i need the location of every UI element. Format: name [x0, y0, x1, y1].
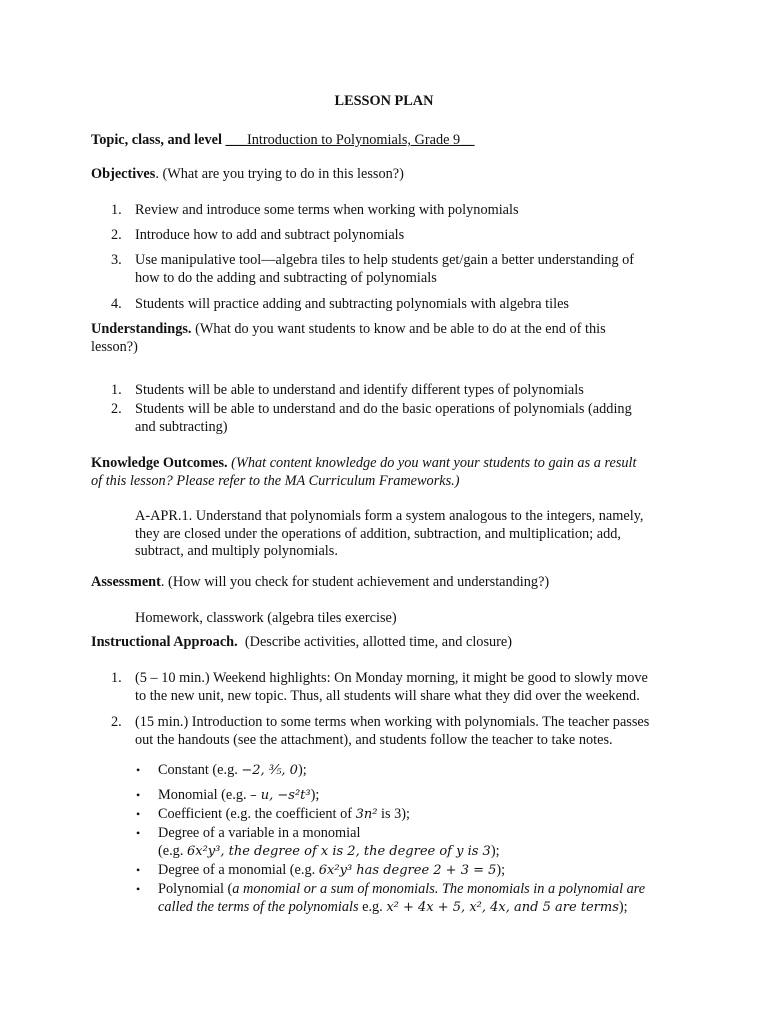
objectives-heading — [91, 165, 404, 183]
knowledge-prompt: (What content knowledge do you want your students to gain as a result — [227, 455, 637, 471]
item-number: 4. — [111, 296, 122, 312]
knowledge-label: Knowledge Outcomes. — [91, 455, 228, 471]
bullet-text: Degree of a variable in a monomial — [158, 825, 361, 841]
item-number: 2. — [111, 401, 122, 417]
bullet-italic-text: a monomial or a sum of monomials. The monomials in a polynomial are — [232, 881, 646, 897]
knowledge-prompt-cont — [91, 472, 460, 490]
bullet-icon: • — [136, 863, 141, 877]
understandings-prompt: (What do you want students to know and be able to do at the end of this — [191, 321, 606, 337]
topic-line — [91, 131, 475, 149]
item-text: (5 – 10 min.) Weekend highlights: On Monday morning, it might be good to slowly move — [135, 670, 648, 686]
bullet-text-end: ); — [496, 862, 506, 878]
item-text: how to do the adding and subtracting of polynomials — [135, 270, 437, 286]
math-expression: 3n² — [355, 807, 378, 822]
bullet-text-end: ); — [490, 843, 500, 859]
understandings-prompt-cont: lesson?) — [91, 339, 138, 355]
bullet-icon: • — [136, 788, 141, 802]
math-expression: 6x²y³ has degree 2 + 3 = 5 — [318, 863, 497, 878]
standard-text: they are closed under the operations of addition, subtraction, and multiplication; add, — [135, 526, 621, 542]
item-text: to the new unit, new topic. Thus, all students will share what they did over the weekend. — [135, 688, 640, 704]
bullet-text: Polynomial ( — [158, 881, 233, 897]
assessment-body: Homework, classwork (algebra tiles exercise) — [135, 610, 397, 626]
math-expression: −2, ³⁄₅, 0 — [241, 763, 298, 778]
bullet-text: Constant (e.g. — [158, 762, 242, 778]
objectives-prompt: . (What are you trying to do in this lesson?) — [155, 166, 404, 182]
bullet-text-end: ); — [297, 762, 307, 778]
knowledge-heading — [91, 454, 636, 472]
approach-prompt: (Describe activities, allotted time, and closure) — [237, 634, 513, 650]
math-expression: 6x²y³, the degree of x is 2, the degree of y is 3 — [186, 844, 491, 859]
knowledge-prompt-text: of this lesson? Please refer to the MA Curriculum Frameworks.) — [91, 473, 460, 489]
bullet-text-end: ); — [310, 787, 320, 803]
item-text: out the handouts (see the attachment), and students follow the teacher to take notes. — [135, 732, 613, 748]
item-text: Students will practice adding and subtracting polynomials with algebra tiles — [135, 296, 569, 312]
item-number: 1. — [111, 670, 122, 686]
understandings-heading — [91, 320, 606, 338]
item-text: Introduce how to add and subtract polynomials — [135, 227, 405, 243]
math-expression: x² + 4x + 5, x², 4x, and 5 are terms — [386, 900, 619, 915]
math-expression: – u, −s²t³ — [250, 788, 311, 803]
title-text: LESSON PLAN — [334, 93, 434, 109]
approach-heading — [91, 633, 512, 651]
topic-label: Topic, class, and level — [91, 132, 222, 148]
bullet-text-end: is 3); — [377, 806, 410, 822]
bullet-icon: • — [136, 826, 141, 840]
item-number: 1. — [111, 202, 122, 218]
standard-text: A-APR.1. Understand that polynomials form a system analogous to the integers, namely, — [135, 508, 644, 524]
bullet-text: e.g. — [358, 899, 387, 915]
item-text: Review and introduce some terms when working with polynomials — [135, 202, 519, 218]
bullet-italic-text: called the terms of the polynomials — [158, 899, 359, 915]
approach-label: Instructional Approach. — [91, 634, 238, 650]
page-title — [0, 92, 768, 110]
assessment-label: Assessment — [91, 574, 161, 590]
assessment-prompt: . (How will you check for student achievement and understanding?) — [160, 574, 550, 590]
item-text: and subtracting) — [135, 419, 228, 435]
assessment-heading — [91, 573, 549, 591]
item-text: Use manipulative tool—algebra tiles to help students get/gain a better understanding of — [135, 252, 635, 268]
item-number: 2. — [111, 714, 122, 730]
item-text: Students will be able to understand and do the basic operations of polynomials (adding — [135, 401, 632, 417]
item-number: 1. — [111, 382, 122, 398]
bullet-text-end: ); — [618, 899, 628, 915]
bullet-text: Monomial (e.g. — [158, 787, 251, 803]
bullet-text: Degree of a monomial (e.g. — [158, 862, 319, 878]
bullet-text: (e.g. — [158, 843, 187, 859]
item-text: (15 min.) Introduction to some terms when working with polynomials. The teacher passes — [135, 714, 650, 730]
bullet-icon: • — [136, 807, 141, 821]
bullet-text: Coefficient (e.g. the coefficient of — [158, 806, 356, 822]
item-text: Students will be able to understand and identify different types of polynomials — [135, 382, 584, 398]
objectives-label: Objectives — [91, 166, 156, 182]
bullet-icon: • — [136, 882, 141, 896]
bullet-icon: • — [136, 763, 141, 777]
topic-value: ___Introduction to Polynomials, Grade 9__ — [225, 132, 475, 148]
standard-text: subtract, and multiply polynomials. — [135, 543, 338, 559]
item-number: 3. — [111, 252, 122, 268]
item-number: 2. — [111, 227, 122, 243]
understandings-label: Understandings. — [91, 321, 192, 337]
